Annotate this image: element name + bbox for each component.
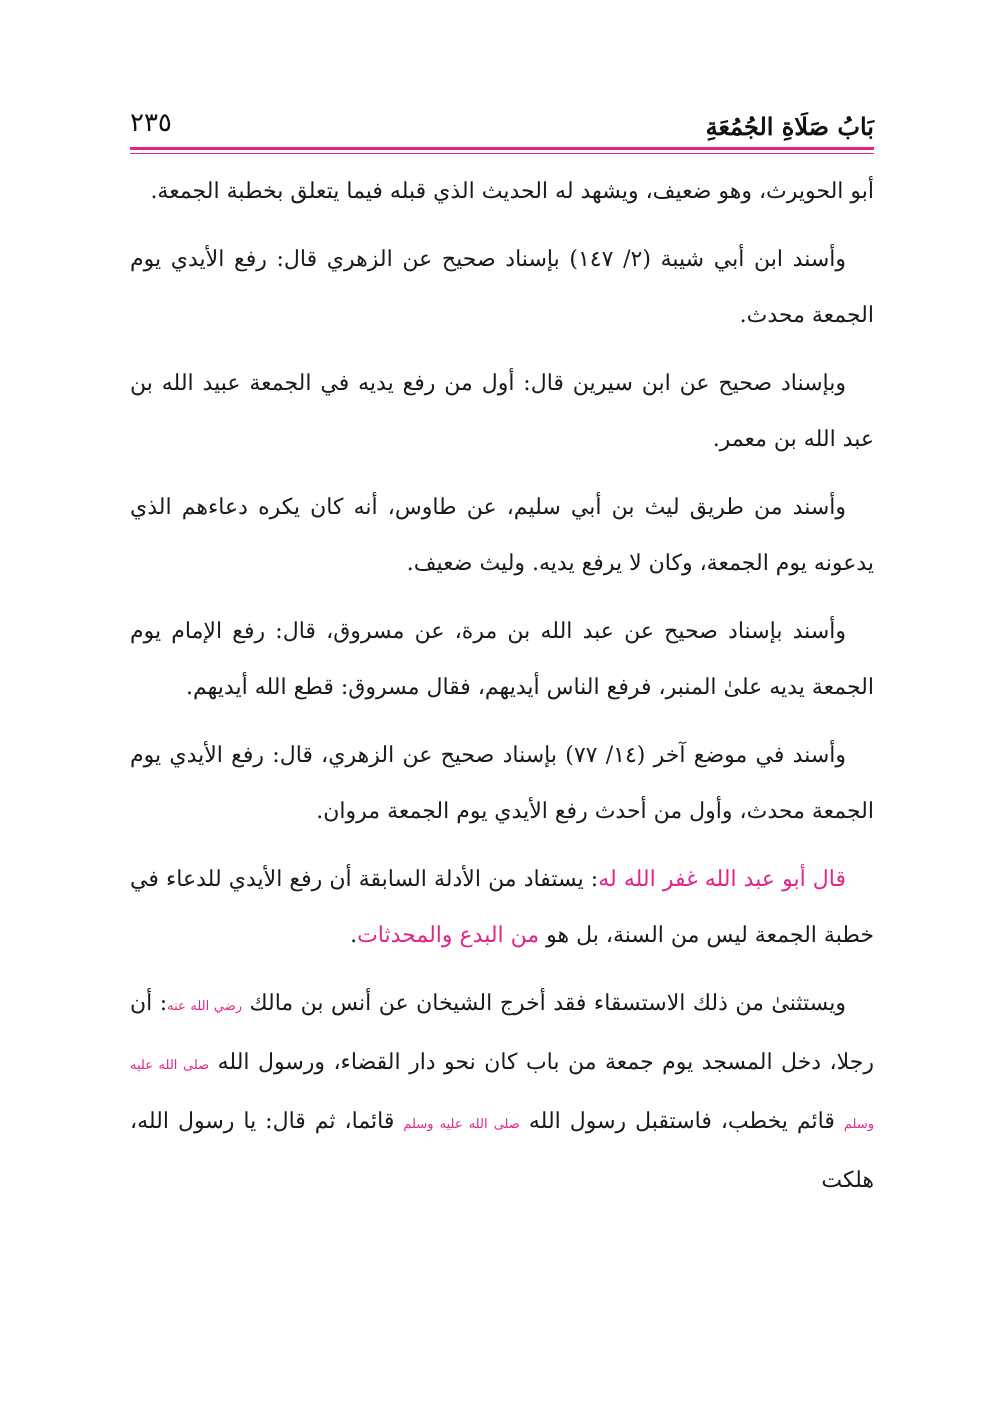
paragraph [130, 976, 874, 1209]
chapter-title: بَابُ صَلَاةِ الجُمُعَةِ [705, 112, 874, 141]
paragraph-text: أبو الحويرث، وهو ضعيف، ويشهد له الحديث الذي قبله فيما يتعلق بخطبة الجمعة. [150, 179, 874, 204]
paragraph-text: : يستفاد من الأدلة السابقة أن رفع الأيدي للدعاء في خطبة الجمعة ليس من السنة، بل هو [130, 867, 874, 948]
paragraph-text: قائم يخطب، فاستقبل رسول الله [519, 1109, 844, 1134]
header-rule-thick [130, 147, 874, 150]
body-text [130, 164, 874, 1221]
paragraph-text: وأسند من طريق ليث بن أبي سليم، عن طاوس، أنه كان يكره دعاءهم الذي يدعونه يوم الجمعة، وكان لا يرفع يديه. وليث ضعيف. [130, 495, 874, 576]
paragraph-text: وأسند بإسناد صحيح عن عبد الله بن مرة، عن مسروق، قال: رفع الإمام يوم الجمعة يديه علىٰ المنبر، فرفع الناس أيديهم، فقال مسروق: قطع الله أيديهم. [130, 619, 874, 700]
paragraph [130, 232, 874, 344]
paragraph [130, 728, 874, 840]
honorific-text: رضي الله عنه [167, 999, 243, 1014]
page-header [130, 104, 874, 144]
paragraph [130, 164, 874, 220]
paragraph [130, 604, 874, 716]
honorific-text: صلى الله عليه وسلم [130, 1058, 875, 1132]
paragraph [130, 480, 874, 592]
paragraph-text: وبإسناد صحيح عن ابن سيرين قال: أول من رفع يديه في الجمعة عبيد الله بن عبد الله بن معمر. [130, 371, 874, 452]
paragraph-text: . [350, 923, 358, 948]
paragraph-text: وأسند في موضع آخر (١٤/ ٧٧) بإسناد صحيح عن الزهري، قال: رفع الأيدي يوم الجمعة محدث، وأول من أحدث رفع الأيدي يوم الجمعة مروان. [130, 743, 874, 824]
highlight-text: قال أبو عبد الله غفر الله له [598, 867, 847, 892]
highlight-text: من البدع والمحدثات [357, 923, 540, 948]
paragraph [130, 852, 874, 964]
page-number: ٢٣٥ [130, 108, 172, 138]
honorific-text: صلى الله عليه وسلم [403, 1117, 520, 1132]
paragraph-text: قائما، ثم قال: يا رسول الله، هلكت [130, 1109, 874, 1193]
paragraph-text: : أن رجلا، دخل المسجد يوم جمعة من باب كان نحو دار القضاء، ورسول الله [130, 991, 875, 1075]
paragraph [130, 356, 874, 468]
paragraph-text: ويستثنىٰ من ذلك الاستسقاء فقد أخرج الشيخان عن أنس بن مالك [242, 991, 846, 1016]
header-rule-thin [130, 153, 874, 154]
paragraph-text: وأسند ابن أبي شيبة (٢/ ١٤٧) بإسناد صحيح عن الزهري قال: رفع الأيدي يوم الجمعة محدث. [130, 247, 874, 328]
